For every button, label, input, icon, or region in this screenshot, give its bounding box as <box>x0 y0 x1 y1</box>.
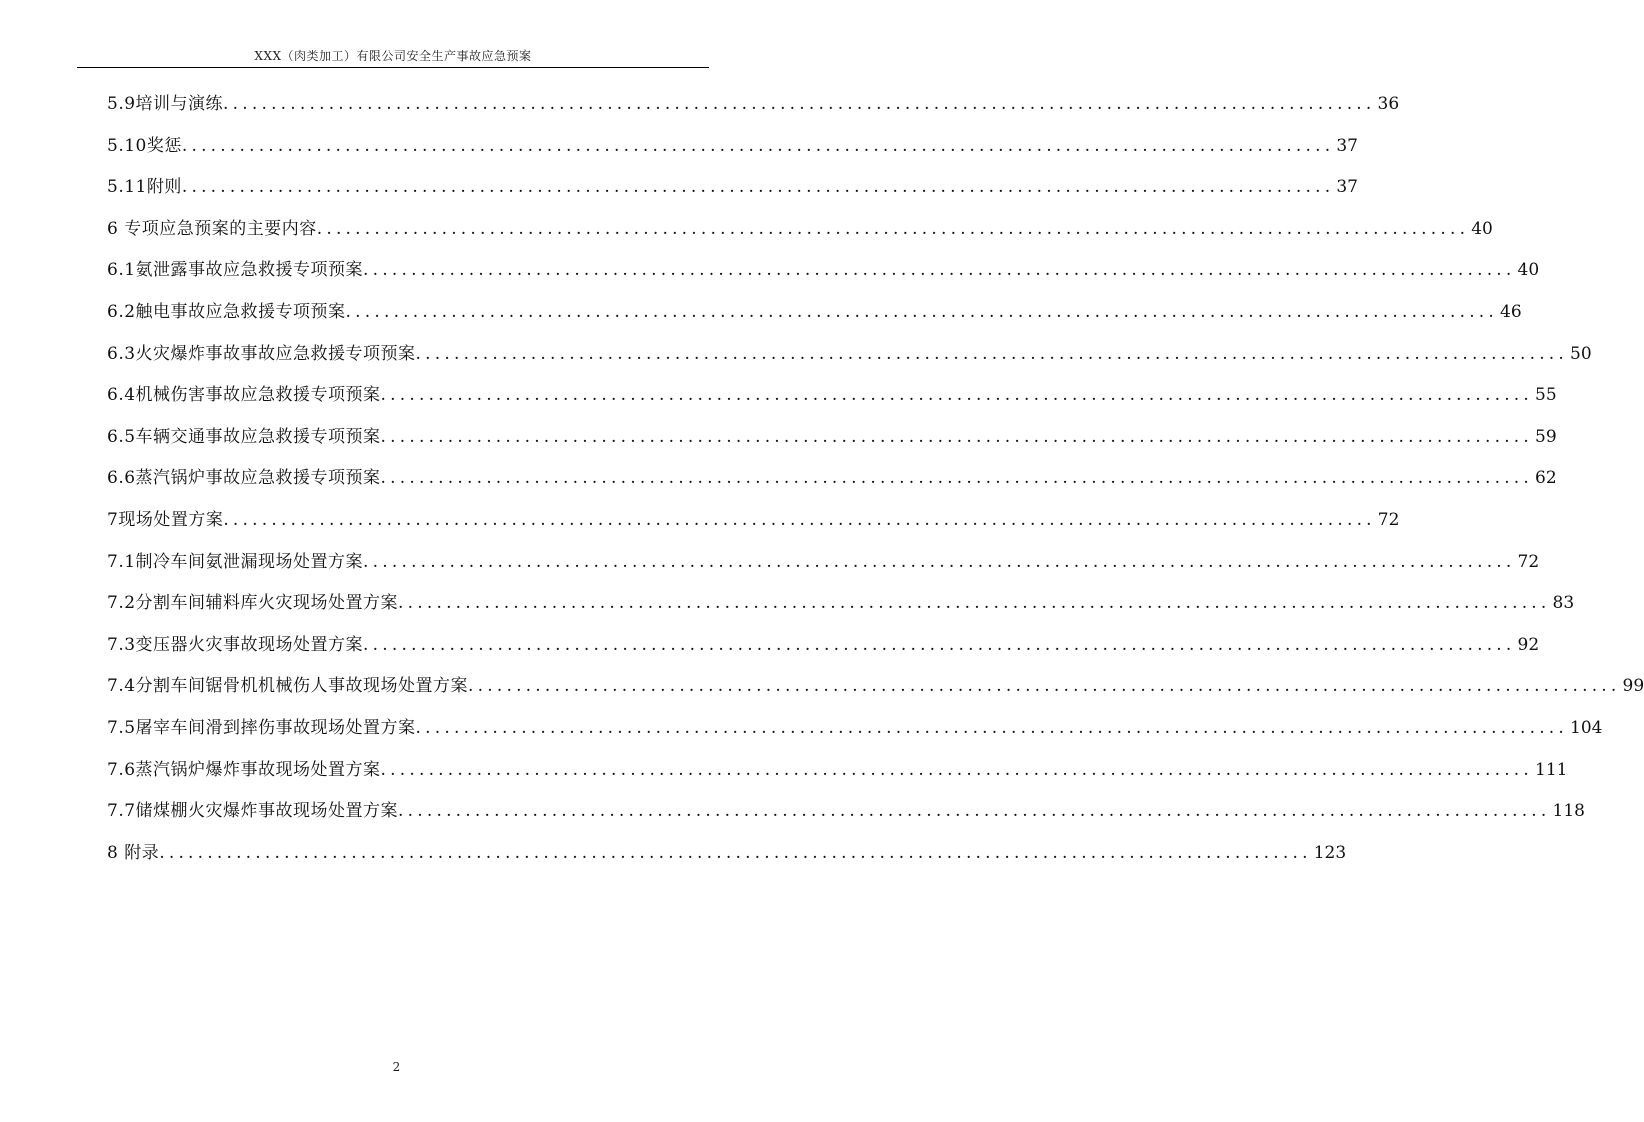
toc-entry-page: 37 <box>1334 167 1358 209</box>
table-of-contents <box>107 84 1644 874</box>
toc-entry-page: 123 <box>1312 833 1346 875</box>
toc-entry[interactable] <box>107 334 1592 376</box>
toc-dot-leader: ........................................................................................................................ <box>363 551 1516 572</box>
toc-entry-page: 99 <box>1621 666 1644 708</box>
toc-entry-page: 72 <box>1376 500 1400 542</box>
toc-entry-title: 7.4分割车间锯骨机机械伤人事故现场处置方案 <box>107 676 469 697</box>
toc-dot-leader: ........................................................................................................................ <box>380 426 1534 447</box>
toc-entry[interactable] <box>107 708 1603 750</box>
toc-dot-leader: ........................................................................................................................ <box>380 385 1534 406</box>
toc-entry-page: 59 <box>1533 417 1557 459</box>
toc-dot-leader: ........................................................................................................................ <box>181 135 1335 156</box>
toc-entry[interactable] <box>107 458 1557 500</box>
toc-entry[interactable] <box>107 542 1540 584</box>
toc-entry-title: 6.6蒸汽锅炉事故应急救援专项预案 <box>107 468 381 489</box>
toc-entry-title: 5.9培训与演练 <box>107 94 224 114</box>
toc-entry-title: 8 附录 <box>107 842 160 863</box>
toc-entry[interactable] <box>107 292 1522 334</box>
toc-entry[interactable] <box>107 126 1358 168</box>
toc-dot-leader: ........................................................................................................................ <box>223 509 1376 530</box>
toc-entry[interactable] <box>107 375 1557 417</box>
toc-entry-page: 92 <box>1516 625 1540 667</box>
toc-dot-leader: ........................................................................................................................ <box>316 218 1470 239</box>
toc-entry-title: 6.5车辆交通事故应急救援专项预案 <box>107 426 381 447</box>
toc-entry-page: 118 <box>1551 791 1585 833</box>
toc-entry[interactable] <box>107 583 1575 625</box>
toc-dot-leader: ........................................................................................................................ <box>468 676 1621 697</box>
toc-entry-page: 83 <box>1551 583 1575 625</box>
toc-dot-leader: ........................................................................................................................ <box>380 468 1534 489</box>
toc-entry-title: 7.3变压器火灾事故现场处置方案 <box>107 634 364 655</box>
toc-entry-page: 72 <box>1516 542 1540 584</box>
toc-entry-title: 6.2触电事故应急救援专项预案 <box>107 301 346 322</box>
toc-dot-leader: ........................................................................................................................ <box>398 593 1551 614</box>
toc-entry[interactable] <box>107 791 1585 833</box>
toc-dot-leader: ........................................................................................................................ <box>181 177 1335 198</box>
toc-entry-title: 7.2分割车间辅料库火灾现场处置方案 <box>107 593 399 614</box>
toc-dot-leader: ........................................................................................................................ <box>363 634 1516 655</box>
toc-entry[interactable] <box>107 500 1400 542</box>
toc-dot-leader: ........................................................................................................................ <box>223 94 1376 114</box>
toc-entry-title: 7.7储煤棚火灾爆炸事故现场处置方案 <box>107 801 399 822</box>
toc-dot-leader: ........................................................................................................................ <box>345 301 1499 322</box>
toc-entry-title: 7现场处置方案 <box>107 509 224 530</box>
toc-dot-leader: ........................................................................................................................ <box>415 343 1569 364</box>
header-rule <box>77 67 709 68</box>
toc-entry-title: 7.1制冷车间氨泄漏现场处置方案 <box>107 551 364 572</box>
toc-entry[interactable] <box>107 250 1540 292</box>
toc-entry-title: 6.3火灾爆炸事故事故应急救援专项预案 <box>107 343 416 364</box>
toc-dot-leader: ........................................................................................................................ <box>159 842 1312 863</box>
toc-entry-title: 6 专项应急预案的主要内容 <box>107 218 317 239</box>
toc-entry[interactable] <box>107 417 1557 459</box>
toc-dot-leader: ........................................................................................................................ <box>380 759 1534 780</box>
toc-entry-page: 104 <box>1568 708 1602 750</box>
toc-entry[interactable] <box>107 666 1644 708</box>
toc-entry[interactable] <box>107 209 1493 251</box>
toc-entry-page: 37 <box>1334 126 1358 168</box>
toc-entry-title: 7.5屠宰车间滑到摔伤事故现场处置方案 <box>107 717 416 738</box>
toc-entry-page: 50 <box>1568 334 1592 376</box>
toc-entry-page: 62 <box>1533 458 1557 500</box>
toc-entry-page: 46 <box>1498 292 1522 334</box>
toc-dot-leader: ........................................................................................................................ <box>415 717 1569 738</box>
page-number: 2 <box>392 1060 401 1074</box>
toc-entry-page: 40 <box>1516 250 1540 292</box>
toc-entry[interactable] <box>107 833 1347 875</box>
toc-entry[interactable] <box>107 167 1358 209</box>
toc-entry-page: 111 <box>1533 750 1567 792</box>
toc-entry-page: 36 <box>1376 84 1400 126</box>
toc-entry-title: 5.10奖惩 <box>107 135 182 156</box>
toc-entry-title: 6.1氨泄露事故应急救援专项预案 <box>107 260 364 281</box>
toc-entry[interactable] <box>107 750 1568 792</box>
toc-entry-page: 55 <box>1533 375 1557 417</box>
toc-entry[interactable] <box>107 625 1540 667</box>
toc-dot-leader: ........................................................................................................................ <box>398 801 1551 822</box>
toc-dot-leader: ........................................................................................................................ <box>363 260 1516 281</box>
toc-entry-page: 40 <box>1469 209 1493 251</box>
toc-entry[interactable] <box>107 84 1400 126</box>
toc-entry-title: 5.11附则 <box>107 177 182 198</box>
toc-entry-title: 7.6蒸汽锅炉爆炸事故现场处置方案 <box>107 759 381 780</box>
page-header: XXX（肉类加工）有限公司安全生产事故应急预案 <box>254 49 532 63</box>
toc-entry-title: 6.4机械伤害事故应急救援专项预案 <box>107 385 381 406</box>
